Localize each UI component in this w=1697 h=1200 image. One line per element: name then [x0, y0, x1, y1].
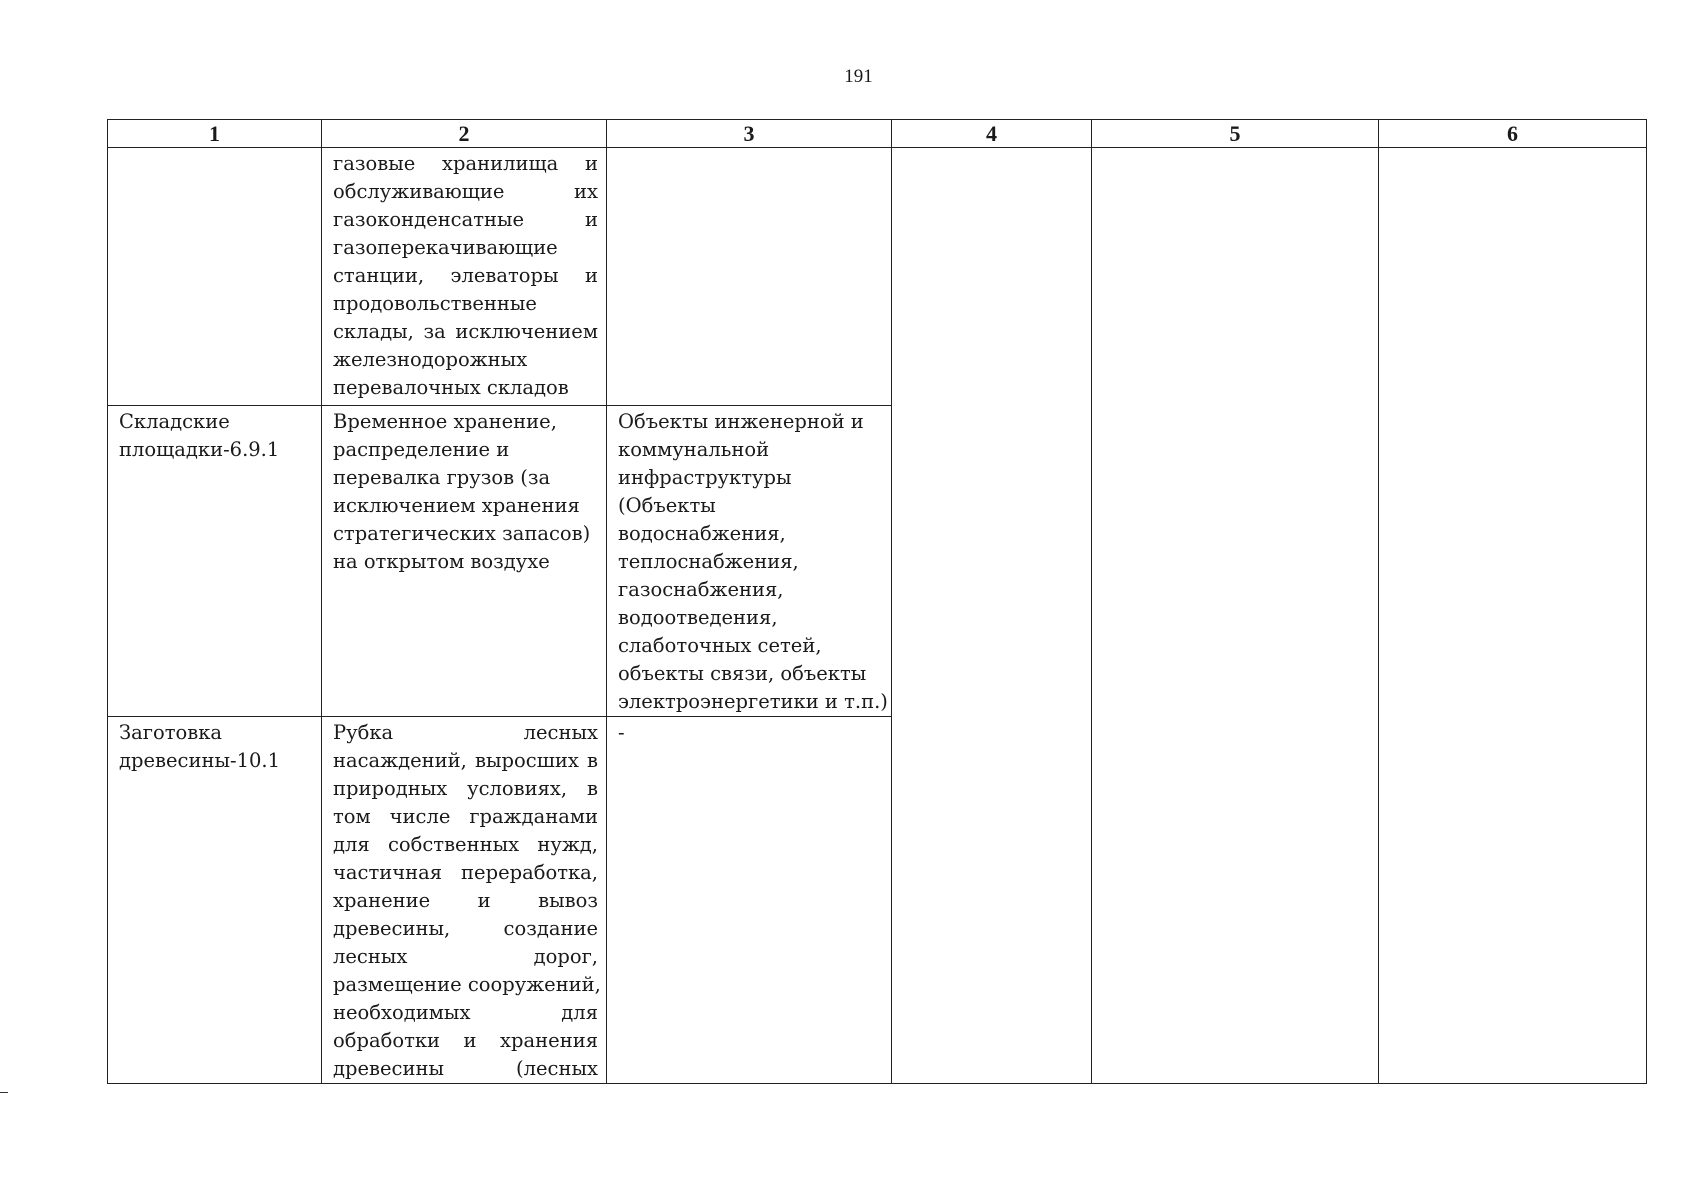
- cell-line: газоконденсатные и: [333, 208, 598, 231]
- cell-line: -: [618, 721, 625, 744]
- cell-line: перевалка грузов (за: [333, 466, 551, 489]
- cell-line: обслуживающие их: [333, 180, 598, 203]
- cell-line: на открытом воздухе: [333, 550, 550, 573]
- header-col-1: 1: [108, 120, 322, 148]
- cell-line: площадки-6.9.1: [119, 438, 280, 461]
- row3-col1: [108, 717, 322, 1084]
- row3-col3-text: [607, 717, 891, 747]
- cell-line: стратегических запасов): [333, 522, 591, 545]
- cell-line: (Объекты: [618, 494, 716, 517]
- cell-line: необходимых для: [333, 1001, 598, 1024]
- cell-line: хранение и вывоз: [333, 889, 598, 912]
- row3-col1-text: [108, 717, 321, 775]
- cell-line: газоснабжения,: [618, 578, 784, 601]
- cell-line: Заготовка: [119, 721, 223, 744]
- row2-col3-text: [607, 406, 891, 716]
- col6-cell: [1379, 148, 1647, 1084]
- header-col-6: 6: [1379, 120, 1647, 148]
- page-number: 191: [844, 66, 873, 87]
- cell-line: природных условиях, в: [333, 777, 598, 800]
- header-row: [108, 120, 1647, 148]
- cell-line: том числе гражданами: [333, 805, 598, 828]
- row2-col3: [607, 406, 892, 717]
- cell-line: перевалочных складов: [333, 376, 569, 399]
- cell-line: насаждений, выросших в: [333, 749, 598, 772]
- cell-line: древесины-10.1: [119, 749, 280, 772]
- col5-cell: [1092, 148, 1379, 1084]
- cell-line: продовольственные: [333, 292, 537, 315]
- row3-col2-text: [322, 717, 606, 1083]
- cell-line: для собственных нужд,: [333, 833, 598, 856]
- cell-line: железнодорожных: [333, 348, 528, 371]
- header-col-3: 3: [607, 120, 892, 148]
- regulation-table: [107, 119, 1647, 1084]
- cell-line: теплоснабжения,: [618, 550, 799, 573]
- cell-line: инфраструктуры: [618, 466, 792, 489]
- cell-line: древесины (лесных: [333, 1057, 598, 1080]
- header-col-4: 4: [892, 120, 1092, 148]
- cell-line: частичная переработка,: [333, 861, 598, 884]
- cell-line: Объекты инженерной и: [618, 410, 864, 433]
- row2-col1-text: [108, 406, 321, 464]
- cell-line: коммунальной: [618, 438, 770, 461]
- header-col-2: 2: [322, 120, 607, 148]
- cell-line: Временное хранение,: [333, 410, 557, 433]
- row1-col2-text: [322, 148, 606, 402]
- cell-line: Рубка лесных: [333, 721, 598, 744]
- cell-line: склады, за исключением: [333, 320, 598, 343]
- cell-line: исключением хранения: [333, 494, 580, 517]
- row2-col2-text: [322, 406, 606, 576]
- table-row: [108, 148, 1647, 406]
- cell-line: лесных дорог,: [333, 945, 598, 968]
- col4-cell: [892, 148, 1092, 1084]
- header-col-5: 5: [1092, 120, 1379, 148]
- cell-line: электроэнергетики и т.п.): [618, 690, 888, 713]
- row1-col3: [607, 148, 892, 406]
- cell-line: распределение и: [333, 438, 510, 461]
- row2-col2: [322, 406, 607, 717]
- row1-col1: [108, 148, 322, 406]
- cell-line: Складские: [119, 410, 230, 433]
- cell-line: слаботочных сетей,: [618, 634, 822, 657]
- cell-line: обработки и хранения: [333, 1029, 598, 1052]
- row3-col3: [607, 717, 892, 1084]
- margin-tick: [0, 1092, 8, 1093]
- cell-line: размещение сооружений,: [333, 973, 601, 996]
- row3-col2: [322, 717, 607, 1084]
- cell-line: объекты связи, объекты: [618, 662, 867, 685]
- row1-col2: [322, 148, 607, 406]
- cell-line: газоперекачивающие: [333, 236, 558, 259]
- cell-line: водоотведения,: [618, 606, 778, 629]
- cell-line: водоснабжения,: [618, 522, 786, 545]
- cell-line: станции, элеваторы и: [333, 264, 598, 287]
- row2-col1: [108, 406, 322, 717]
- cell-line: древесины, создание: [333, 917, 598, 940]
- cell-line: газовые хранилища и: [333, 152, 598, 175]
